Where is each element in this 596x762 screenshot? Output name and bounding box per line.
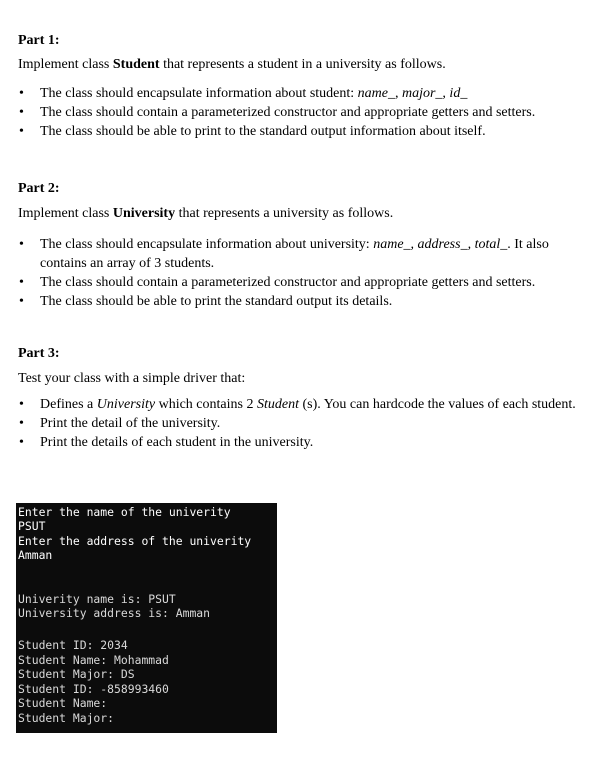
bullet-icon: • [19, 416, 24, 431]
console-line: Univerity name is: PSUT [18, 592, 176, 606]
bullet-text: The class should be able to print the standard output its details. [40, 294, 393, 309]
console-line: Amman [18, 548, 53, 562]
console-line: Enter the name of the univerity [18, 505, 231, 519]
bullet-icon: • [19, 294, 24, 309]
bullet-text: The class should contain a parameterized constructor and appropriate getters and setters. [40, 275, 536, 290]
bullet-icon: • [19, 397, 24, 412]
list-item [0, 122, 580, 141]
bullet-text-rest: (s). You can hardcode the values of each student. [298, 397, 576, 412]
part1-heading: Part 1: [18, 33, 60, 48]
part3-intro: Test your class with a simple driver that: [18, 371, 246, 386]
part3-bullet-list [0, 395, 596, 452]
list-item [0, 433, 580, 452]
list-item [0, 235, 580, 273]
bullet-icon: • [19, 105, 24, 120]
part1-intro-text: Implement class [18, 57, 113, 72]
bullet-italic: Student [256, 397, 299, 412]
bullet-text: The class should encapsulate information about university: [40, 237, 374, 252]
console-line: Student Name: Mohammad [18, 653, 169, 667]
bullet-text: The class should encapsulate information about student: [40, 86, 358, 101]
class-name-university: University [112, 206, 176, 221]
list-item [0, 395, 580, 414]
part2-intro [18, 206, 393, 222]
part1-intro [18, 57, 446, 73]
bullet-italic: name_, major_, id_ [357, 86, 468, 101]
console-line: Student ID: -858993460 [18, 682, 169, 696]
list-item [0, 84, 580, 103]
bullet-text: Print the details of each student in the university. [40, 435, 314, 450]
part1-intro-rest: that represents a student in a university as follows. [159, 57, 446, 72]
list-item [0, 292, 580, 311]
part2-intro-text: Implement class [18, 206, 113, 221]
part1-bullet-list [0, 84, 596, 141]
console-line: Student Major: [18, 711, 115, 725]
console-line: Student ID: 2034 [18, 638, 128, 652]
part2-heading: Part 2: [18, 181, 60, 196]
bullet-italic: name_, address_, total_ [373, 237, 508, 252]
list-item [0, 273, 580, 292]
bullet-icon: • [19, 435, 24, 450]
list-item [0, 414, 580, 433]
console-line: PSUT [18, 519, 46, 533]
console-line: Student Major: DS [18, 667, 135, 681]
console-line: Student Name: [18, 696, 108, 710]
part3-heading: Part 3: [18, 346, 60, 361]
bullet-icon: • [19, 86, 24, 101]
part2-bullet-list [0, 235, 596, 311]
bullet-italic: University [96, 397, 156, 412]
bullet-text: Defines a [40, 397, 97, 412]
bullet-text: which contains 2 [155, 397, 257, 412]
list-item [0, 103, 580, 122]
class-name-student: Student [112, 57, 160, 72]
bullet-text-rest: . It also contains an array of 3 students. [40, 237, 549, 271]
bullet-text: Print the detail of the university. [40, 416, 221, 431]
console-line: Enter the address of the univerity [18, 534, 252, 548]
bullet-text: The class should be able to print to the standard output information about itself. [40, 124, 486, 139]
console-line: University address is: Amman [18, 606, 211, 620]
part2-intro-rest: that represents a university as follows. [175, 206, 394, 221]
bullet-text: The class should contain a parameterized constructor and appropriate getters and setters. [40, 105, 536, 120]
bullet-icon: • [19, 124, 24, 139]
bullet-icon: • [19, 237, 24, 252]
console-output-screenshot [16, 503, 277, 733]
bullet-icon: • [19, 275, 24, 290]
